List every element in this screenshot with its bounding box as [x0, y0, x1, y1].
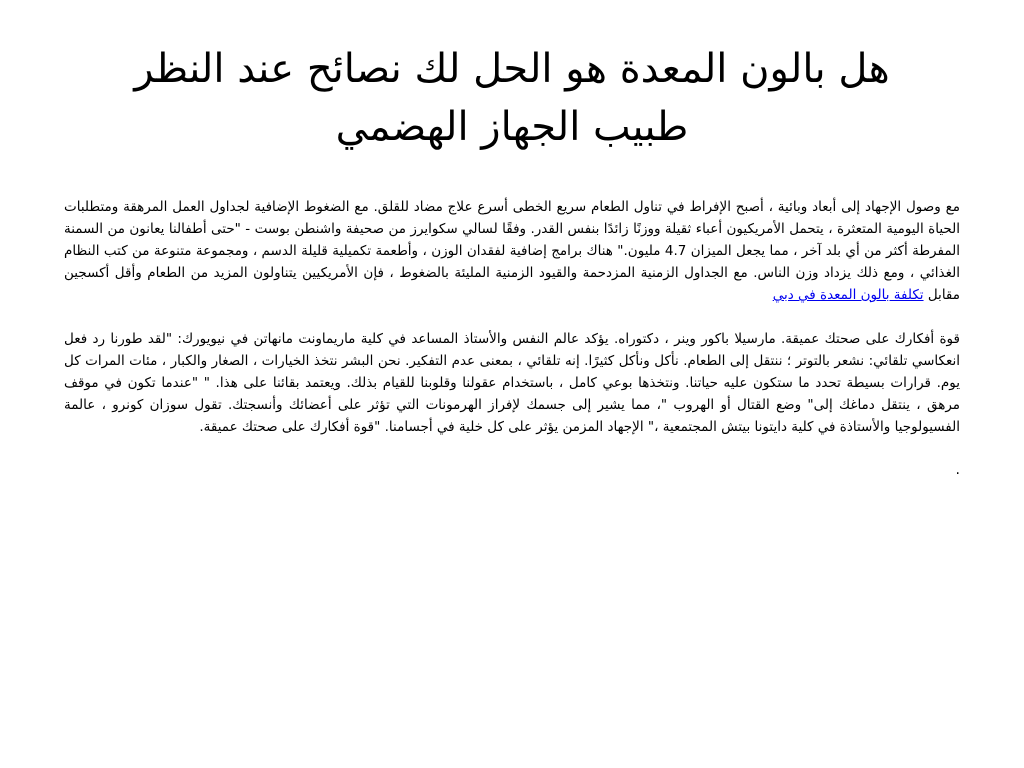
paragraph-1-text: مع وصول الإجهاد إلى أبعاد وبائية ، أصبح الإفراط في تناول الطعام سريع الخطى أسرع علاج مضاد للقلق. مع الضغوط الإضافية لجداول العمل المرهقة ومتطلبات الحياة اليومية المتعثرة ، يتحمل الأمريكيون أعباء ثقيلة ووزنًا زائدًا بنفس القدر. وفقًا لسالي سكوايرز من صحيفة واشنطن بوست - "حتى أطفالنا يعانون من السمنة المفرطة أكثر من أي بلد آخر ، مما يجعل الميزان 4.7 مليون." هناك برامج إضافية لفقدان الوزن ، وأطعمة تكميلية قليلة الدسم ، ومجموعة متنوعة من كتب النظام الغذائي ، ومع ذلك يزداد وزن الناس. مع الجداول الزمنية المزدحمة والقيود الزمنية المليئة بالضغوط ، فإن الأمريكيين يتناولون المزيد من الطعام وأقل أكسجين مقابل — [64, 199, 961, 303]
slide-title-line-2: طبيب الجهاز الهضمي — [335, 104, 689, 150]
slide-title-line-1: هل بالون المعدة هو الحل لك نصائح عند النظر — [134, 46, 890, 92]
paragraph-2: قوة أفكارك على صحتك عميقة. مارسيلا باكور وينر ، دكتوراه. يؤكد عالم النفس والأستاذ المساعد في كلية ماريماونت مانهاتن في نيويورك: "لقد طورنا رد فعل انعكاسي تلقائي: نشعر بالتوتر ؛ ننتقل إلى الطعام. نأكل ونأكل كثيرًا. إنه تلقائي ، بمعنى عدم التفكير. نحن البشر نتخذ الخيارات ، الصغار والكبار ، مئات المرات كل يوم. قرارات بسيطة تحدد ما ستكون عليه حياتنا. ونتخذها بوعي كامل ، باستخدام عقولنا وقلوبنا للقيام بذلك. ويعتمد بقائنا على هذا. " "عندما تكون في موقف مرهق ، ينتقل دماغك إلى" وضع القتال أو الهروب "، مما يشير إلى جسمك لإفراز الهرمونات التي تؤثر على أعضائك وأنسجتك. تقول سوزان كونرو ، عالمة الفسيولوجيا والأستاذة في كلية دايتونا بيتش المجتمعية ،" الإجهاد المزمن يؤثر على كل خلية في أجسامنا. "قوة أفكارك على صحتك عميقة. — [64, 331, 960, 435]
slide-body — [60, 196, 964, 480]
trailing-dot: . — [955, 462, 960, 478]
balloon-cost-dubai-link[interactable]: تكلفة بالون المعدة في دبي — [772, 287, 924, 303]
slide-title — [60, 40, 964, 156]
paragraph-1 — [64, 196, 960, 306]
